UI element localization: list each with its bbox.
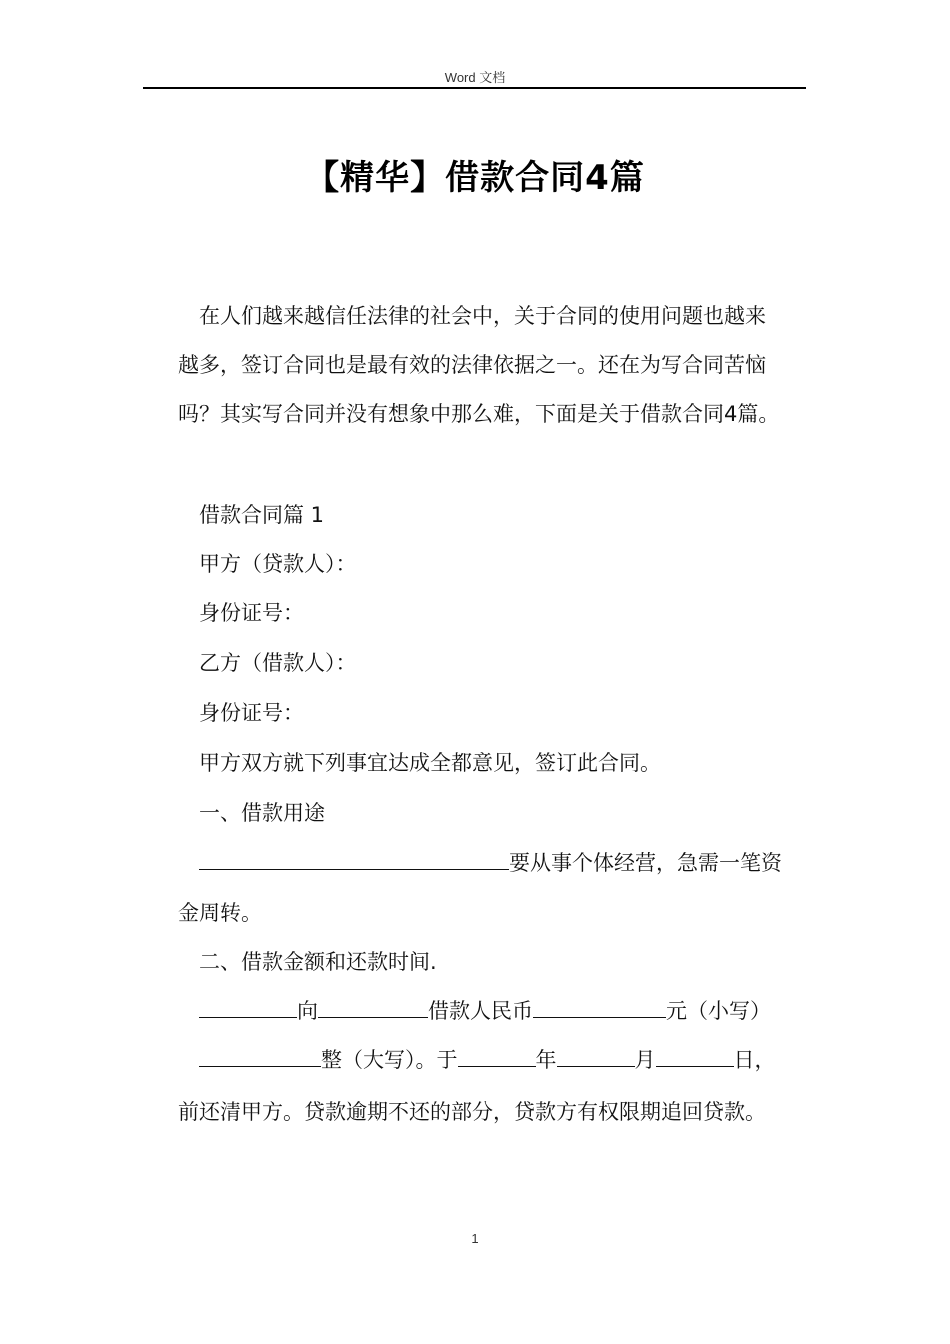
purpose-line-continued: 金周转。 [178,901,262,925]
month-blank[interactable] [557,1046,635,1067]
purpose-heading: 一、借款用途 [199,801,325,825]
borrower-blank[interactable] [318,997,428,1018]
amount-heading: 二、借款金额和还款时间. [199,950,437,974]
year-text: 年 [535,1048,557,1072]
repayment-line: 前还清甲方。贷款逾期不还的部分，贷款方有权限期追回贷款。 [178,1100,766,1124]
purpose-text: 要从事个体经营，急需一笔资 [509,851,782,875]
agreement-statement: 甲方双方就下列事宜达成全都意见，签订此合同。 [199,751,661,775]
intro-line-2: 越多，签订合同也是最有效的法律依据之一。还在为写合同苦恼 [178,353,766,377]
amount-upper-blank[interactable] [199,1046,321,1067]
document-header: Word 文档 [444,70,506,85]
lender-blank[interactable] [199,997,297,1018]
amount-borrow-text: 借款人民币 [428,999,533,1023]
page-number: 1 [471,1231,479,1246]
amount-upper-text: 整（大写）。于 [321,1048,458,1072]
intro-line-1: 在人们越来越信任法律的社会中，关于合同的使用问题也越来 [199,304,766,328]
document-title: 【精华】借款合同4篇 [305,158,645,198]
section-heading: 借款合同篇 1 [199,503,325,527]
party-a-id-label: 身份证号： [199,601,304,625]
month-text: 月 [634,1048,656,1072]
party-b-id-label: 身份证号： [199,701,304,725]
day-blank[interactable] [656,1046,734,1067]
day-text: 日， [733,1048,776,1072]
purpose-line [199,849,782,877]
amount-yuan-text: 元（小写） [666,999,771,1023]
purpose-blank[interactable] [199,849,509,870]
year-blank[interactable] [458,1046,536,1067]
party-a-label: 甲方（贷款人）： [199,552,357,576]
party-b-label: 乙方（借款人）： [199,651,357,675]
amount-line [199,997,771,1025]
intro-line-3: 吗？其实写合同并没有想象中那么难，下面是关于借款合同4篇。 [178,402,780,426]
amount-to-text: 向 [297,999,318,1023]
header-divider [143,87,806,89]
amount-lower-blank[interactable] [533,997,666,1018]
date-line [199,1046,776,1074]
